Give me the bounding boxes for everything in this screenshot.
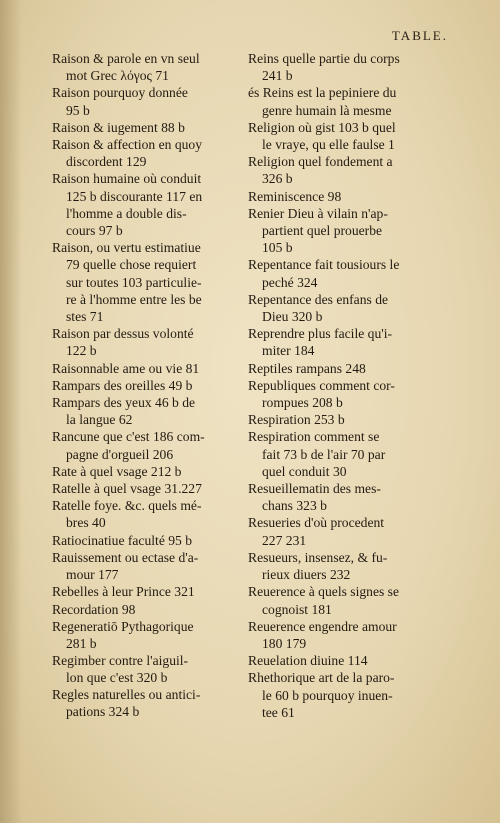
index-entry (52, 549, 244, 583)
index-entry-line: pations 324 b (66, 704, 140, 720)
index-entry-line: stes 71 (66, 309, 104, 325)
index-entry (52, 136, 244, 170)
index-entry (52, 84, 244, 118)
index-entry (52, 463, 244, 480)
index-entry-line: Reuerence engendre amour (248, 618, 397, 634)
index-entry-line: quel conduit 30 (262, 463, 347, 479)
index-entry-line: sur toutes 103 particulie- (66, 274, 202, 290)
index-entry (248, 549, 438, 583)
index-entry-line: Rampars des oreilles 49 b (52, 377, 193, 393)
index-entry-line: Republiques comment cor- (248, 377, 395, 393)
index-entry-line: chans 323 b (262, 498, 327, 514)
index-entry (52, 618, 244, 652)
index-entry-line: 122 b (66, 343, 97, 359)
index-entry-line: cognoist 181 (262, 601, 332, 617)
index-entry-line: mot Grec λόγος 71 (66, 68, 169, 84)
index-entry (52, 325, 244, 359)
index-entry (248, 652, 438, 669)
index-entry-line: tee 61 (262, 704, 295, 720)
index-column-left (52, 50, 244, 687)
index-entry-line: Ratelle à quel vsage 31.227 (52, 481, 202, 497)
index-entry-line: Regimber contre l'aiguil- (52, 653, 189, 669)
index-entry (248, 325, 438, 359)
index-entry-line: le 60 b pourquoy inuen- (262, 687, 393, 703)
index-entry-line: Respiration 253 b (248, 412, 345, 428)
index-entry-line: Regeneratiō Pythagorique (52, 618, 194, 634)
index-entry-line: 241 b (262, 68, 293, 84)
index-entry-line: Reuelation diuine 114 (248, 653, 368, 669)
index-entry-line: Resueillematin des mes- (248, 481, 381, 497)
index-entry (248, 583, 438, 617)
index-entry (248, 428, 438, 480)
index-entry (52, 497, 244, 531)
index-entry (248, 514, 438, 548)
index-entry-line: Raison humaine où conduit (52, 171, 202, 187)
index-entry-line: 95 b (66, 102, 90, 118)
index-entry (52, 119, 244, 136)
index-entry-line: 326 b (262, 171, 293, 187)
index-entry-line: Raison & affection en quoy (52, 137, 203, 153)
index-entry (248, 377, 438, 411)
index-entry (248, 291, 438, 325)
index-entry-line: 281 b (66, 635, 97, 651)
index-entry-line: 180 179 (262, 635, 307, 651)
index-entry (52, 601, 244, 618)
index-entry (52, 532, 244, 549)
index-entry-line: Rancune que c'est 186 com- (52, 429, 205, 445)
index-entry-line: Ratiocinatiue faculté 95 b (52, 532, 193, 548)
index-entry-line: Rauissement ou ectase d'a- (52, 549, 199, 565)
index-entry-line: Raisonnable ame ou vie 81 (52, 360, 200, 376)
index-entry (52, 50, 244, 84)
index-entry-line: Dieu 320 b (262, 309, 323, 325)
index-entry-line: bres 40 (66, 515, 106, 531)
index-entry (52, 170, 244, 239)
index-entry-line: Reprendre plus facile qu'i- (248, 326, 392, 342)
index-entry (248, 119, 438, 153)
index-entry-line: Raison, ou vertu estimatiue (52, 240, 201, 256)
index-entry-line: Rampars des yeux 46 b de (52, 395, 196, 411)
index-entry-line: Rate à quel vsage 212 b (52, 463, 182, 479)
index-entry-line: re à l'homme entre les be (66, 291, 202, 307)
index-column-left-footer (52, 686, 244, 720)
index-column-right (248, 50, 438, 721)
index-entry-line: Religion quel fondement a (248, 154, 393, 170)
index-entry-line: Recordation 98 (52, 601, 136, 617)
index-entry (248, 669, 438, 721)
index-entry-line: genre humain là mesme (262, 102, 392, 118)
index-entry (52, 360, 244, 377)
index-entry-line: la langue 62 (66, 412, 133, 428)
index-entry-line: Regles naturelles ou antici- (52, 687, 201, 702)
index-entry (52, 480, 244, 497)
index-entry-line: Reins quelle partie du corps (248, 51, 400, 66)
index-entry-line: Raison par dessus volonté (52, 326, 194, 342)
index-entry-line: és Reins est la pepiniere du (248, 85, 397, 101)
index-entry-line: Raison pourquoy donnée (52, 85, 188, 101)
index-entry-line: mour 177 (66, 567, 119, 583)
index-entry-line: Repentance fait tousiours le (248, 257, 400, 273)
index-entry (248, 256, 438, 290)
running-head: TABLE. (391, 28, 448, 43)
index-entry-line: partient quel prouerbe (262, 223, 383, 239)
index-entry (248, 50, 438, 84)
index-entry (248, 411, 438, 428)
index-entry-line: Reptiles rampans 248 (248, 360, 366, 376)
index-entry (52, 583, 244, 600)
index-entry-line: peché 324 (262, 274, 318, 290)
index-entry-line: Resueurs, insensez, & fu- (248, 549, 388, 565)
index-entry-line: Rhethorique art de la paro- (248, 670, 395, 686)
index-entry-line: rompues 208 b (262, 395, 343, 411)
index-entry-line: discordent 129 (66, 154, 147, 170)
index-entry-line: lon que c'est 320 b (66, 670, 168, 686)
index-entry-line: rieux diuers 232 (262, 567, 351, 583)
index-entry-line: Reuerence à quels signes se (248, 584, 399, 600)
index-entry-line: Raison & parole en vn seul (52, 51, 200, 66)
index-entry (248, 618, 438, 652)
index-entry-line: 227 231 (262, 532, 307, 548)
index-entry-line: Rebelles à leur Prince 321 (52, 584, 195, 600)
index-entry (248, 188, 438, 205)
index-entry-line: Reminiscence 98 (248, 188, 342, 204)
index-entry-line: le vraye, qu elle faulse 1 (262, 137, 395, 153)
index-entry-line: Religion où gist 103 b quel (248, 119, 396, 135)
index-entry (248, 84, 438, 118)
index-entry (52, 394, 244, 428)
index-entry-line: Repentance des enfans de (248, 291, 389, 307)
index-entry-line: Resueries d'où procedent (248, 515, 385, 531)
index-entry-line: l'homme a double dis- (66, 205, 187, 221)
index-entry-line: 79 quelle chose requiert (66, 257, 197, 273)
index-entry (248, 205, 438, 257)
index-entry-line: 105 b (262, 240, 293, 256)
index-entry-line: fait 73 b de l'air 70 par (262, 446, 386, 462)
index-entry (248, 480, 438, 514)
index-entry-line: cours 97 b (66, 223, 123, 239)
index-entry-line: Respiration comment se (248, 429, 380, 445)
index-entry-line: Ratelle foye. &c. quels mé- (52, 498, 202, 514)
index-entry (248, 360, 438, 377)
index-entry-line: miter 184 (262, 343, 315, 359)
index-entry (248, 153, 438, 187)
index-entry-line: Renier Dieu à vilain n'ap- (248, 205, 388, 221)
index-entry (52, 239, 244, 325)
index-entry-line: Raison & iugement 88 b (52, 119, 185, 135)
index-entry (52, 428, 244, 462)
index-entry-line: pagne d'orgueil 206 (66, 446, 174, 462)
binding-gutter (0, 0, 22, 823)
index-entry (52, 686, 244, 720)
index-entry (52, 652, 244, 686)
index-entry (52, 377, 244, 394)
index-entry-line: 125 b discourante 117 en (66, 188, 203, 204)
